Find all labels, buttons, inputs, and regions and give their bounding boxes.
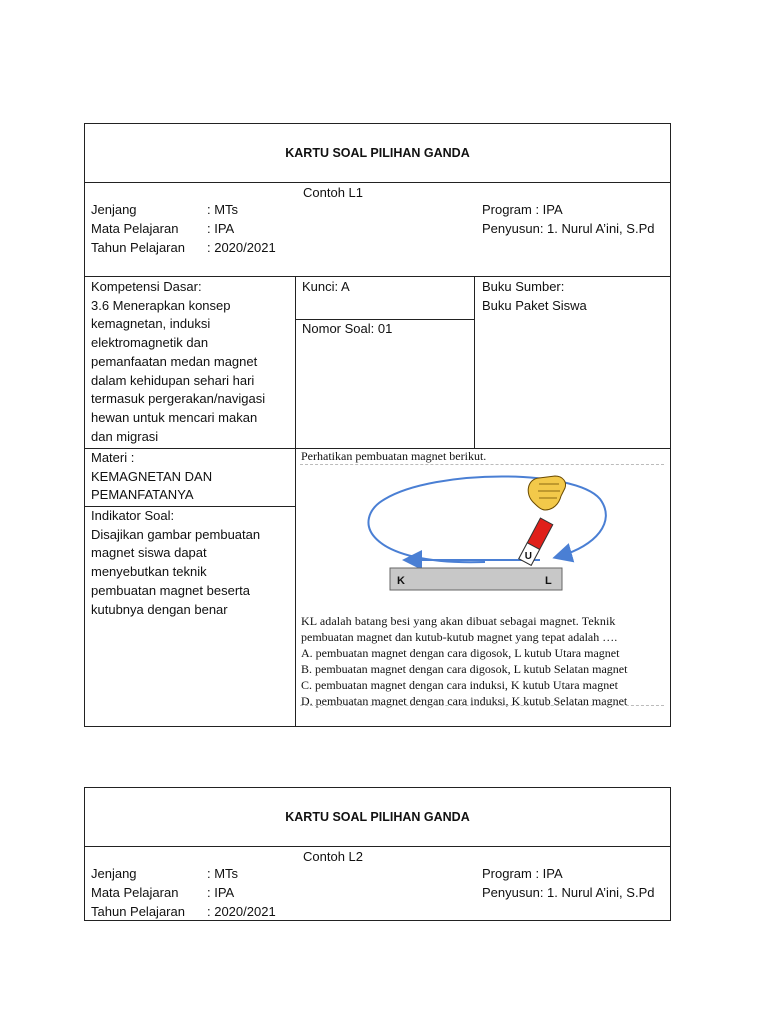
- hand-icon: [528, 476, 565, 510]
- jenjang-value: : MTs: [207, 866, 239, 881]
- card-info: [85, 846, 670, 922]
- option-c: C. pembuatan magnet dengan cara induksi, K kutub Utara magnet: [301, 678, 618, 692]
- divider-left: [295, 276, 296, 727]
- kd-line: dan migrasi: [91, 428, 159, 444]
- indikator-line: magnet siswa dapat: [91, 545, 207, 561]
- jenjang-label: Jenjang: [91, 202, 137, 217]
- mapel-value: : IPA: [207, 885, 235, 900]
- option-a: A. pembuatan magnet dengan cara digosok, L kutub Utara magnet: [301, 646, 620, 660]
- pole-u-label: U: [524, 550, 532, 562]
- tahun-label: Tahun Pelajaran: [91, 904, 185, 919]
- card-info: [85, 182, 670, 277]
- indikator-line: pembuatan magnet beserta: [91, 582, 250, 598]
- materi-line: PEMANFATANYA: [91, 487, 194, 503]
- question-line: KL adalah batang besi yang akan dibuat sebagai magnet. Teknik: [301, 614, 616, 628]
- dashed-separator: [300, 705, 664, 706]
- question-card-1: [84, 123, 671, 727]
- materi-title: Materi :: [91, 450, 135, 465]
- kd-line: dalam kehidupan sehari hari: [91, 372, 255, 388]
- buku-title: Buku Sumber:: [482, 279, 565, 294]
- divider-right: [474, 276, 475, 448]
- tahun-label: Tahun Pelajaran: [91, 240, 185, 255]
- pole-k-label: K: [397, 575, 405, 587]
- indikator-line: Disajikan gambar pembuatan: [91, 526, 261, 542]
- question-card-2: [84, 787, 671, 921]
- option-b: B. pembuatan magnet dengan cara digosok, L kutub Selatan magnet: [301, 662, 628, 676]
- card-title: KARTU SOAL PILIHAN GANDA: [85, 124, 670, 183]
- question-line: pembuatan magnet dan kutub-kutub magnet yang tepat adalah ….: [301, 630, 618, 644]
- kd-title: Kompetensi Dasar:: [91, 279, 202, 294]
- jenjang-value: : MTs: [207, 202, 239, 217]
- mapel-label: Mata Pelajaran: [91, 221, 179, 236]
- buku-sumber: [482, 278, 587, 315]
- kompetensi-dasar: [91, 278, 265, 446]
- card-title: KARTU SOAL PILIHAN GANDA: [85, 788, 670, 847]
- penyusun-text: Penyusun: 1. Nurul A’ini, S.Pd: [482, 885, 655, 900]
- indikator-soal: [91, 507, 260, 619]
- indikator-title: Indikator Soal:: [91, 508, 175, 523]
- option-d: D. pembuatan magnet dengan cara induksi, K kutub Selatan magnet: [301, 694, 628, 708]
- kd-line: hewan untuk mencari makan: [91, 409, 258, 425]
- materi: [91, 449, 212, 505]
- contoh-label: Contoh L2: [303, 849, 363, 864]
- penyusun-text: Penyusun: 1. Nurul A’ini, S.Pd: [482, 221, 655, 236]
- iron-bar: [390, 568, 562, 590]
- kd-line: termasuk pergerakan/navigasi: [91, 391, 266, 407]
- indikator-line: kutubnya dengan benar: [91, 601, 228, 617]
- program-text: Program : IPA: [482, 202, 563, 217]
- magnet-icon: [519, 518, 553, 565]
- mapel-label: Mata Pelajaran: [91, 885, 179, 900]
- kd-line: 3.6 Menerapkan konsep: [91, 297, 231, 313]
- kd-line: pemanfaatan medan magnet: [91, 353, 258, 369]
- magnet-diagram: [355, 474, 615, 594]
- kunci-text: Kunci: A: [302, 279, 350, 294]
- pole-l-label: L: [545, 575, 552, 587]
- stroke-arrow-path: [368, 477, 605, 563]
- kd-line: elektromagnetik dan: [91, 335, 209, 351]
- mapel-value: : IPA: [207, 221, 235, 236]
- tahun-value: : 2020/2021: [207, 240, 276, 255]
- contoh-label: Contoh L1: [303, 185, 363, 200]
- dashed-separator: [300, 464, 664, 465]
- buku-value: Buku Paket Siswa: [482, 297, 587, 313]
- jenjang-label: Jenjang: [91, 866, 137, 881]
- indikator-line: menyebutkan teknik: [91, 564, 207, 580]
- program-text: Program : IPA: [482, 866, 563, 881]
- tahun-value: : 2020/2021: [207, 904, 276, 919]
- question-intro: Perhatikan pembuatan magnet berikut.: [301, 449, 487, 463]
- kd-line: kemagnetan, induksi: [91, 316, 211, 332]
- nomor-soal: Nomor Soal: 01: [302, 321, 393, 336]
- materi-line: KEMAGNETAN DAN: [91, 468, 213, 484]
